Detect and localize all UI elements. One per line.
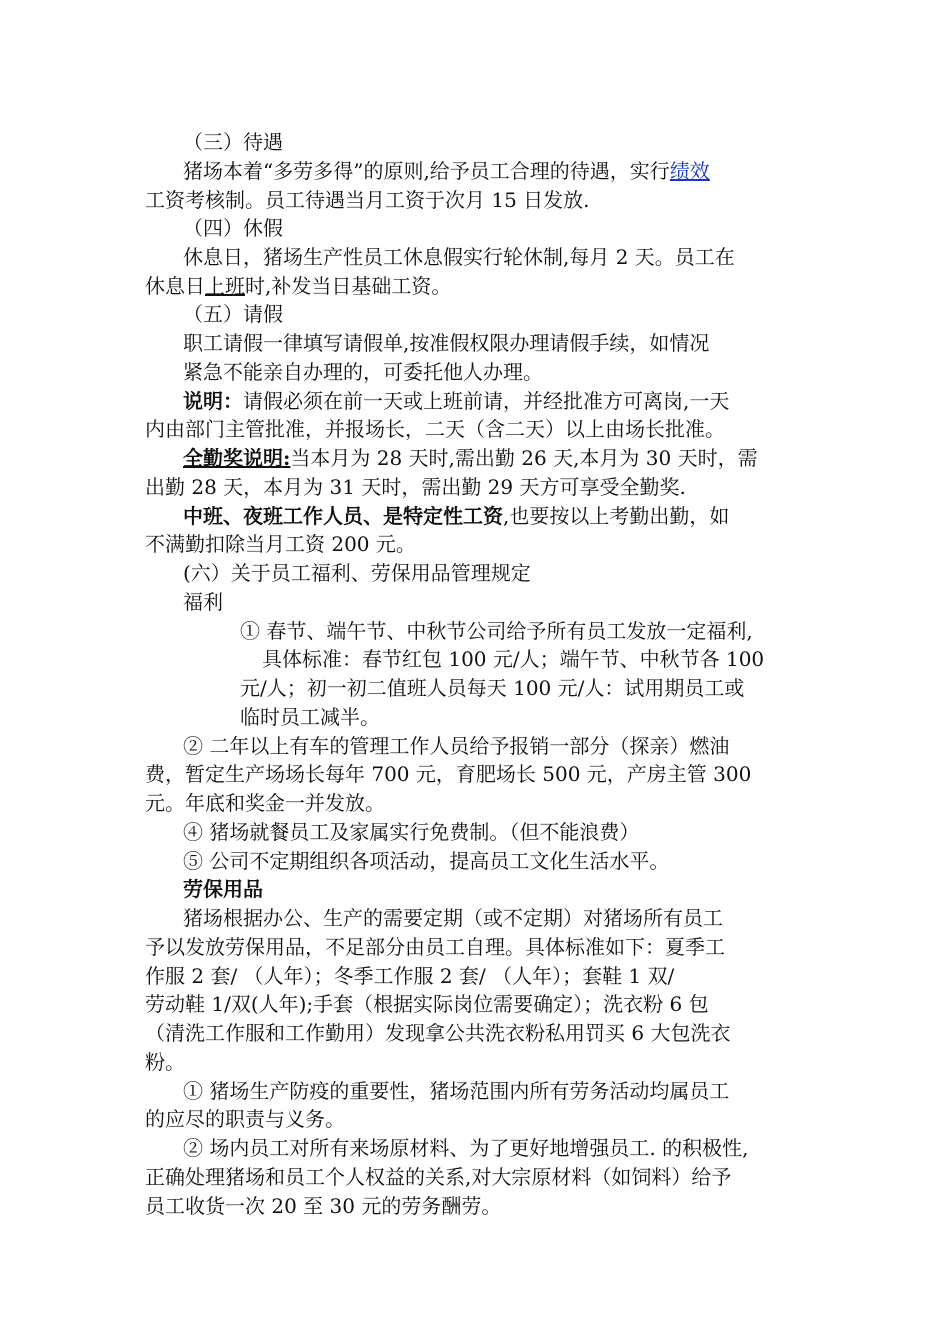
s5-award-line-2: 出勤 28 天，本月为 31 天时，需出勤 29 天方可享受全勤奖. [145,475,686,499]
labor-1-line-1: ① 猪场生产防疫的重要性，猪场范围内所有劳务活动均属员工 [183,1079,730,1103]
section-3-title: （三）待遇 [183,130,283,154]
labor-supplies-title: 劳保用品 [183,877,263,901]
labor-paragraph-line-2: 予以发放劳保用品，不足部分由员工自理。具体标准如下：夏季工 [145,935,725,959]
section-5-title: （五）请假 [183,302,283,326]
welfare-2-line-2: 费，暂定生产场场长每年 700 元，育肥场长 500 元，产房主管 300 [145,762,752,786]
welfare-4: ④ 猪场就餐员工及家属实行免费制。（但不能浪费） [183,820,640,844]
s5-note-line-2: 内由部门主管批准，并报场长，二天（含二天）以上由场长批准。 [145,417,725,441]
welfare-1-line-1: ① 春节、端午节、中秋节公司给予所有员工发放一定福利, [240,619,753,643]
s3-paragraph-line-2: 工资考核制。员工待遇当月工资于次月 15 日发放. [145,188,590,212]
welfare-2-line-1: ② 二年以上有车的管理工作人员给予报销一部分（探亲）燃油 [183,734,730,758]
labor-1-line-2: 的应尽的职责与义务。 [145,1107,345,1131]
section-6-title: (六）关于员工福利、劳保用品管理规定 [183,561,531,585]
labor-paragraph-line-6: 粉。 [145,1050,185,1074]
performance-link[interactable]: 绩效 [669,159,710,183]
section-4-title: （四）休假 [183,216,283,240]
labor-paragraph-line-4: 劳动鞋 1/双(人年);手套（根据实际岗位需要确定）；洗衣粉 6 包 [145,992,709,1016]
s4-paragraph-line-2: 休息日上班时,补发当日基础工资。 [145,274,452,298]
labor-paragraph-line-1: 猪场根据办公、生产的需要定期（或不定期）对猪场所有员工 [183,906,723,930]
shift-label: 中班、夜班工作人员、是特定性工资 [183,504,503,528]
welfare-title: 福利 [183,590,223,614]
shangban-underlined: 上班 [205,274,245,298]
s5-paragraph-line-2: 紧急不能亲自办理的，可委托他人办理。 [183,360,543,384]
s3-paragraph-line-1: 猪场本着“多劳多得”的原则,给予员工合理的待遇，实行绩效 [183,159,710,183]
s5-shift-line-2: 不满勤扣除当月工资 200 元。 [145,532,416,556]
labor-2-line-3: 员工收货一次 20 至 30 元的劳务酬劳。 [145,1194,502,1218]
welfare-1-line-2: 具体标准：春节红包 100 元/人；端午节、中秋节各 100 [262,647,765,671]
welfare-1-line-4: 临时员工减半。 [240,705,380,729]
award-label: 全勤奖说明: [183,446,291,470]
s5-paragraph-line-1: 职工请假一律填写请假单,按准假权限办理请假手续，如情况 [183,331,710,355]
labor-paragraph-line-5: （清洗工作服和工作勤用）发现拿公共洗衣粉私用罚买 6 大包洗衣 [145,1021,731,1045]
s5-award-line-1: 全勤奖说明:当本月为 28 天时,需出勤 26 天,本月为 30 天时，需 [183,446,758,470]
welfare-1-line-3: 元/人；初一初二值班人员每天 100 元/人：试用期员工或 [240,676,745,700]
s5-shift-line-1: 中班、夜班工作人员、是特定性工资,也要按以上考勤出勤，如 [183,504,730,528]
labor-2-line-1: ② 场内员工对所有来场原材料、为了更好地增强员工. 的积极性, [183,1136,749,1160]
welfare-5: ⑤ 公司不定期组织各项活动，提高员工文化生活水平。 [183,849,670,873]
s5-note-line-1: 说明：请假必须在前一天或上班前请，并经批准方可离岗,一天 [183,389,730,413]
welfare-2-line-3: 元。年底和奖金一并发放。 [145,791,385,815]
labor-2-line-2: 正确处理猪场和员工个人权益的关系,对大宗原材料（如饲料）给予 [145,1165,732,1189]
note-label: 说明： [183,389,243,413]
labor-paragraph-line-3: 作服 2 套/ （人年）；冬季工作服 2 套/ （人年）；套鞋 1 双/ [145,964,675,988]
s4-paragraph-line-1: 休息日，猪场生产性员工休息假实行轮休制,每月 2 天。员工在 [183,245,735,269]
